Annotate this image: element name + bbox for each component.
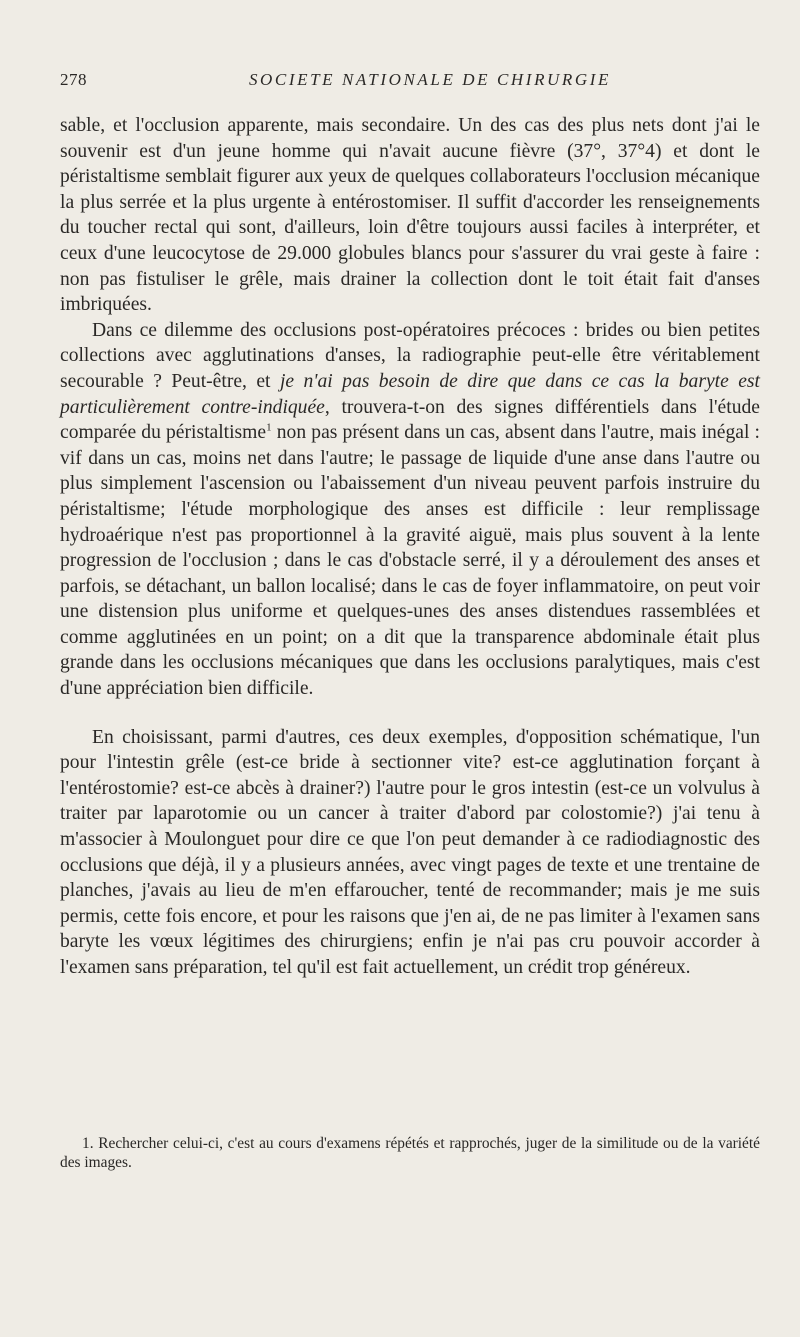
italic-phrase: je n'ai pas besoin de dire que dans ce cas la baryte est particulièrement contre-indiquée: [60, 370, 760, 418]
text-segment: non pas présent dans un cas, absent dans l'autre, mais inégal : vif dans un cas, moins net dans l'autre; le passage de liquide d'une anse dans l'autre ou plus simplement l'ascension ou l'abaissement d'un niveau peuvent parfois instruire du péristaltisme; l'étude morphologique des anses est difficile : leur remplissage hydroaérique n'est pas proportionnel à la gravité aiguë, mais plus souvent à la lente progression de l'occlusion ; dans le cas d'obstacle serré, il y a déroulement des anses et parfois, se détachant, un ballon localisé; dans le cas de foyer inflammatoire, on peut voir une distension plus uniforme et quelques-unes des anses distendues rassemblées et comme agglutinées en un point; on a dit que la transparence abdominale était plus grande dans les occlusions mécaniques que dans les occlusions paralytiques, mais c'est d'une appréciation bien difficile.: [60, 422, 760, 700]
footnote-reference: 1: [266, 421, 272, 434]
body-text: [60, 113, 760, 981]
footnote-1: 1. Rechercher celui-ci, c'est au cours d'examens répétés et rapprochés, juger de la similitude ou de la variété des images.: [60, 1135, 760, 1171]
text-segment: , trouvera-t-on des signes différentiels dans l'étude comparée du péristaltisme: [60, 396, 760, 444]
page-header: [60, 70, 760, 96]
paragraph-2: [60, 318, 760, 702]
text-segment: sable, et l'occlusion apparente, mais secondaire. Un des cas des plus nets dont j'ai le souvenir est d'un jeune homme qui n'avait aucune fièvre (37°, 37°4) et dont le péristaltisme semblait figurer aux yeux de quelques collaborateurs l'occlusion mécanique la plus serrée et la plus urgente à entérostomiser. Il suffit d'accorder les renseignements du toucher rectal qui sont, d'ailleurs, loin d'être toujours aussi faciles à interpréter, et ceux d'une leucocytose de 29.000 globules blancs pour s'assurer du vrai geste à faire : non pas fistuliser le grêle, mais drainer la collection dont le toit était fait d'anses imbriquées.: [60, 115, 760, 316]
paragraph-3: [60, 725, 760, 981]
running-title: SOCIETE NATIONALE DE CHIRURGIE: [248, 70, 612, 89]
page-number: 278: [60, 70, 87, 89]
text-segment: En choisissant, parmi d'autres, ces deux exemples, d'opposition schématique, l'un pour l'intestin grêle (est-ce bride à sectionner vite? est-ce agglutination forçant à l'entérostomie? est-ce abcès à drainer?) l'autre pour le gros intestin (est-ce un volvulus à traiter par laparotomie ou un cancer à traiter d'abord par colostomie?) j'ai tenu à m'associer à Moulonguet pour dire ce que l'on peut demander à ce radiodiagnostic des occlusions que déjà, il y a plusieurs années, avec vingt pages de texte et une trentaine de planches, j'avais au lieu de m'en effaroucher, tenté de recommander; mais je me suis permis, cette fois encore, et pour les raisons que j'en ai, de ne pas limiter à l'examen sans baryte les vœux légitimes des chirurgiens; enfin je n'ai pas cru pouvoir accorder à l'examen sans préparation, tel qu'il est fait actuellement, un crédit trop généreux.: [60, 726, 760, 978]
footnotes: [60, 1134, 760, 1172]
text-segment: Dans ce dilemme des occlusions post-opératoires précoces : brides ou bien petites collections avec agglutinations d'anses, la radiographie peut-elle être véritablement secourable ? Peut-être, et: [60, 319, 760, 392]
paragraph-1: [60, 113, 760, 318]
